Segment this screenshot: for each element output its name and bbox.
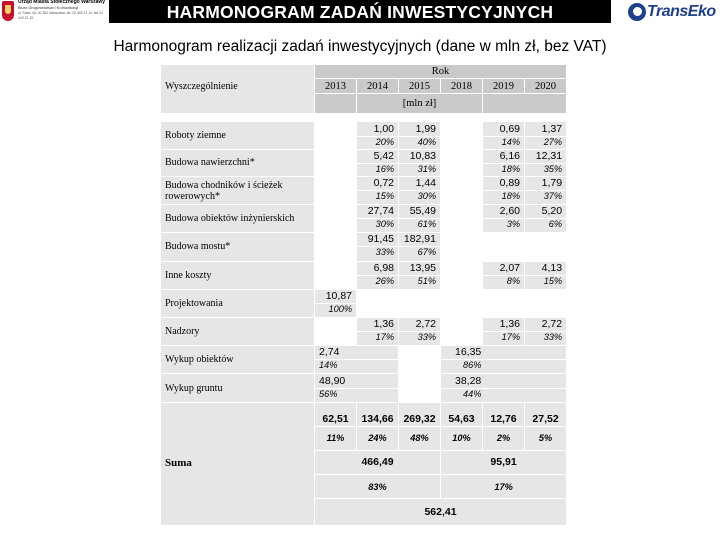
value-cell: 91,45 (357, 233, 399, 247)
schedule-table-wrap (160, 64, 566, 526)
sum-share-cell: 5% (525, 426, 567, 450)
table-row (161, 149, 567, 163)
share-cell: 16% (357, 163, 399, 176)
office-name (18, 0, 106, 22)
page-title: HARMONOGRAM ZADAŃ INWESTYCYJNYCH (109, 0, 611, 23)
value-cell: 6,16 (483, 149, 525, 163)
grand-total-cell: 562,41 (315, 499, 567, 526)
table-row (161, 346, 567, 360)
value-cell: 10,87 (315, 289, 357, 303)
office-name-line1: Urząd Miasta Stołecznego Warszawy (18, 0, 106, 5)
share-cell: 37% (525, 191, 567, 205)
year-group-header: Rok (315, 65, 567, 79)
col-label-header: Wyszczególnienie (161, 65, 315, 114)
value-cell: 1,79 (525, 176, 567, 190)
row-label: Wykup obiektów (161, 346, 315, 374)
schedule-table (160, 64, 567, 526)
share-cell: 33% (525, 332, 567, 346)
subtotal-cell: 95,91 (441, 451, 567, 475)
share-cell: 14% (483, 136, 525, 149)
value-cell: 27,74 (357, 205, 399, 219)
row-label: Budowa obiektów inżynierskich (161, 205, 315, 233)
year-header: 2013 (315, 79, 357, 94)
row-label: Budowa nawierzchni* (161, 149, 315, 176)
share-cell: 3% (483, 219, 525, 233)
value-cell: 1,37 (525, 122, 567, 136)
sum-value-cell: 62,51 (315, 402, 357, 426)
sum-value-cell: 269,32 (399, 402, 441, 426)
sum-share-cell: 10% (441, 426, 483, 450)
transeko-logo (628, 2, 718, 22)
transeko-mark-icon (628, 3, 646, 21)
share-cell: 15% (525, 275, 567, 289)
share-cell: 35% (525, 163, 567, 176)
share-cell: 33% (357, 247, 399, 261)
year-header: 2020 (525, 79, 567, 94)
share-cell: 56% (315, 388, 399, 402)
share-cell: 61% (399, 219, 441, 233)
sum-share-cell: 2% (483, 426, 525, 450)
share-cell: 17% (483, 332, 525, 346)
table-row (161, 122, 567, 136)
value-cell: 0,69 (483, 122, 525, 136)
unit-label: [mln zł] (357, 94, 483, 114)
value-cell: 2,72 (399, 318, 441, 332)
share-cell: 67% (399, 247, 441, 261)
value-cell: 5,42 (357, 149, 399, 163)
office-logo (0, 0, 106, 24)
sum-share-cell: 24% (357, 426, 399, 450)
row-label: Budowa mostu* (161, 233, 315, 261)
table-row (161, 205, 567, 219)
year-header: 2015 (399, 79, 441, 94)
warsaw-crest-icon (2, 1, 14, 21)
value-cell: 38,28 (441, 374, 567, 388)
row-label: Projektowania (161, 289, 315, 317)
share-cell: 6% (525, 219, 567, 233)
value-cell: 182,91 (399, 233, 441, 247)
value-cell: 2,07 (483, 261, 525, 275)
value-cell: 1,00 (357, 122, 399, 136)
share-cell: 18% (483, 191, 525, 205)
table-row (161, 374, 567, 388)
brand-name: TransEko (647, 3, 716, 20)
year-header: 2019 (483, 79, 525, 94)
value-cell: 0,89 (483, 176, 525, 190)
subtotal-cell: 466,49 (315, 451, 441, 475)
share-cell: 100% (315, 303, 357, 317)
year-header: 2014 (357, 79, 399, 94)
row-label: Inne koszty (161, 261, 315, 289)
table-row (161, 289, 567, 303)
share-cell: 33% (399, 332, 441, 346)
year-header: 2018 (441, 79, 483, 94)
table-row (161, 176, 567, 190)
share-cell: 26% (357, 275, 399, 289)
share-cell: 30% (399, 191, 441, 205)
sum-value-cell: 27,52 (525, 402, 567, 426)
row-label: Wykup gruntu (161, 374, 315, 402)
share-cell: 31% (399, 163, 441, 176)
value-cell: 1,36 (357, 318, 399, 332)
row-label: Roboty ziemne (161, 122, 315, 149)
value-cell: 48,90 (315, 374, 399, 388)
row-label: Nadzory (161, 318, 315, 346)
sum-label: Suma (161, 402, 315, 525)
office-address: ul. Solec 48, 00-382 Warszawa, tel. 22 443 21 14, fax 22 443 21 15 (18, 10, 104, 21)
subtotal-share-cell: 83% (315, 475, 441, 499)
value-cell: 6,98 (357, 261, 399, 275)
value-cell: 5,20 (525, 205, 567, 219)
share-cell: 20% (357, 136, 399, 149)
value-cell: 12,31 (525, 149, 567, 163)
value-cell: 4,13 (525, 261, 567, 275)
share-cell: 18% (483, 163, 525, 176)
office-name-line2: Biuro Drogownictwa i Komunikacji (18, 5, 79, 11)
share-cell: 30% (357, 219, 399, 233)
sum-value-cell: 54,63 (441, 402, 483, 426)
share-cell: 8% (483, 275, 525, 289)
sum-row (161, 402, 567, 426)
value-cell: 2,74 (315, 346, 399, 360)
sum-share-cell: 11% (315, 426, 357, 450)
value-cell: 1,99 (399, 122, 441, 136)
share-cell: 86% (441, 360, 567, 374)
sum-value-cell: 12,76 (483, 402, 525, 426)
value-cell: 55,49 (399, 205, 441, 219)
value-cell: 16,35 (441, 346, 567, 360)
value-cell: 1,36 (483, 318, 525, 332)
share-cell: 14% (315, 360, 399, 374)
share-cell: 27% (525, 136, 567, 149)
value-cell: 10,83 (399, 149, 441, 163)
share-cell: 51% (399, 275, 441, 289)
share-cell: 40% (399, 136, 441, 149)
subtotal-share-cell: 17% (441, 475, 567, 499)
value-cell: 13,95 (399, 261, 441, 275)
sum-value-cell: 134,66 (357, 402, 399, 426)
value-cell: 1,44 (399, 176, 441, 190)
sum-share-cell: 48% (399, 426, 441, 450)
value-cell: 0,72 (357, 176, 399, 190)
share-cell: 17% (357, 332, 399, 346)
share-cell: 44% (441, 388, 567, 402)
value-cell: 2,60 (483, 205, 525, 219)
table-row (161, 318, 567, 332)
value-cell: 2,72 (525, 318, 567, 332)
subtitle: Harmonogram realizacji zadań inwestycyjnych (dane w mln zł, bez VAT) (113, 38, 607, 55)
table-row (161, 233, 567, 247)
share-cell: 15% (357, 191, 399, 205)
row-label: Budowa chodników i ścieżek rowerowych* (161, 176, 315, 204)
table-row (161, 261, 567, 275)
